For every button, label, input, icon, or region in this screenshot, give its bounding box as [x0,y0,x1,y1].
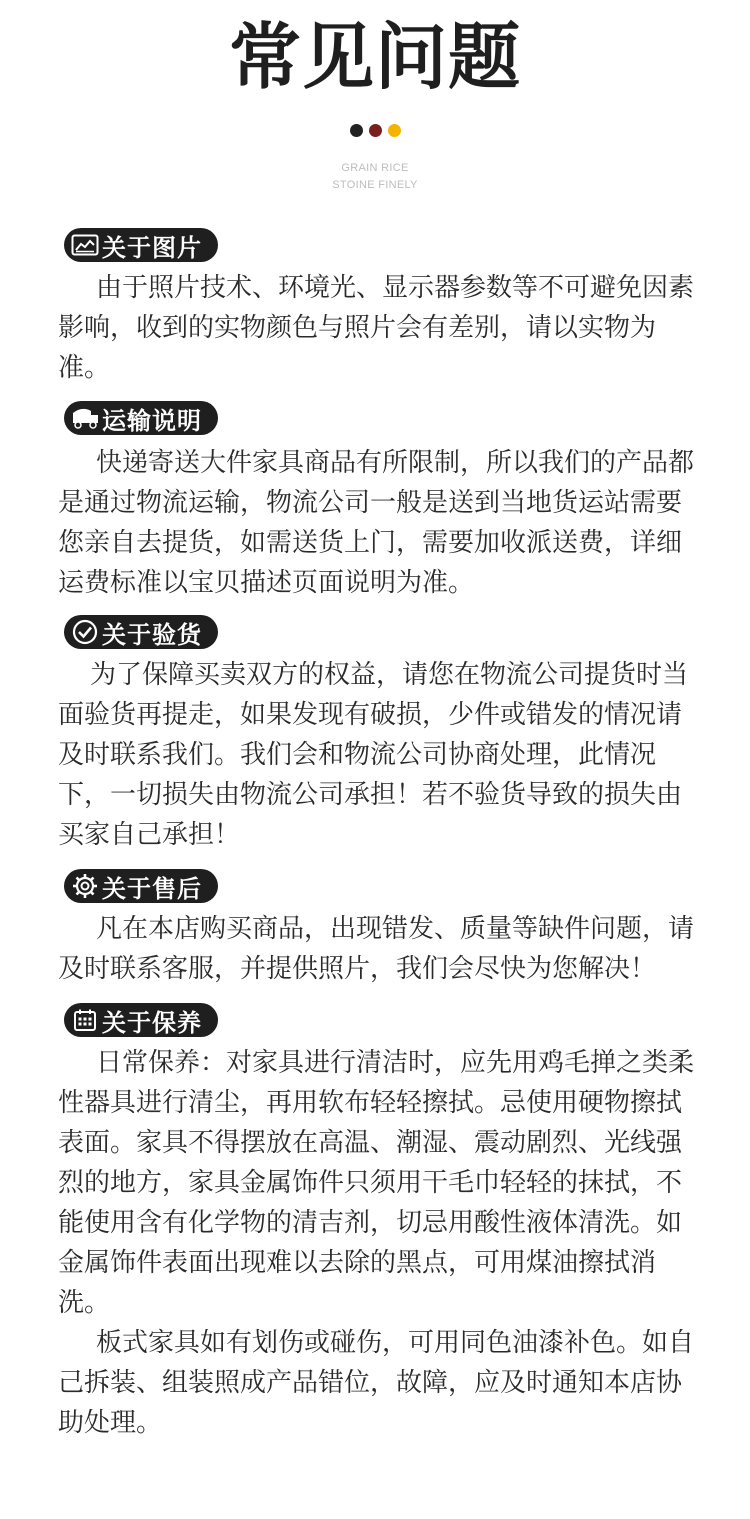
subtitle-line-1: GRAIN RICE [341,162,409,174]
section-label: 运输说明 [102,406,202,435]
check-circle-icon [70,618,100,646]
picture-icon [70,231,100,259]
section-badge-shipping [64,401,218,435]
section-paragraph: 为了保障买卖双方的权益，请您在物流公司提货时当面验货再提走，如果发现有破损，少件或错发的情况请及时联系我们。我们会和物流公司协商处理，此情况下，一切损失由物流公司承担！若不验货导致的损失由买家自己承担！ [58,660,689,850]
section-paragraph: 凡在本店购买商品，出现错发、质量等缺件问题，请及时联系客服，并提供照片，我们会尽快为您解决！ [58,914,695,984]
section-label: 关于验货 [102,620,202,649]
section-paragraph: 板式家具如有划伤或碰伤，可用同色油漆补色。如自己拆装、组装照成产品错位，故障，应及时通知本店协助处理。 [58,1328,695,1438]
calendar-icon [70,1006,100,1034]
gear-icon [70,872,100,900]
section-paragraph: 日常保养：对家具进行清洁时，应先用鸡毛掸之类柔性器具进行清尘，再用软布轻轻擦拭。忌使用硬物擦拭表面。家具不得摆放在高温、潮湿、震动剧烈、光线强烈的地方，家具金属饰件只须用干毛巾轻轻的抹拭，不能使用含有化学物的清吉剂，切忌用酸性液体清洗。如金属饰件表面出现难以去除的黑点，可用煤油擦拭消洗。 [58,1048,695,1318]
dot-red [369,124,382,137]
section-badge-pictures [64,228,218,262]
decorative-dots [0,124,750,137]
section-label: 关于图片 [102,233,202,262]
section-badge-inspection [64,615,218,649]
section-label: 关于售后 [102,874,202,903]
section-label: 关于保养 [102,1008,202,1037]
section-badge-after-sales [64,869,218,903]
page-subtitle [0,160,750,194]
page-title: 常见问题 [228,15,521,99]
dot-dark [350,124,363,137]
delivery-truck-icon [70,404,100,432]
subtitle-line-2: STOINE FINELY [332,179,418,191]
section-badge-maintenance [64,1003,218,1037]
section-paragraph: 由于照片技术、环境光、显示器参数等不可避免因素影响，收到的实物颜色与照片会有差别，请以实物为准。 [58,273,695,383]
section-paragraph: 快递寄送大件家具商品有所限制，所以我们的产品都是通过物流运输，物流公司一般是送到当地货运站需要您亲自去提货，如需送货上门，需要加收派送费，详细运费标准以宝贝描述页面说明为准。 [58,448,695,598]
dot-yellow [388,124,401,137]
